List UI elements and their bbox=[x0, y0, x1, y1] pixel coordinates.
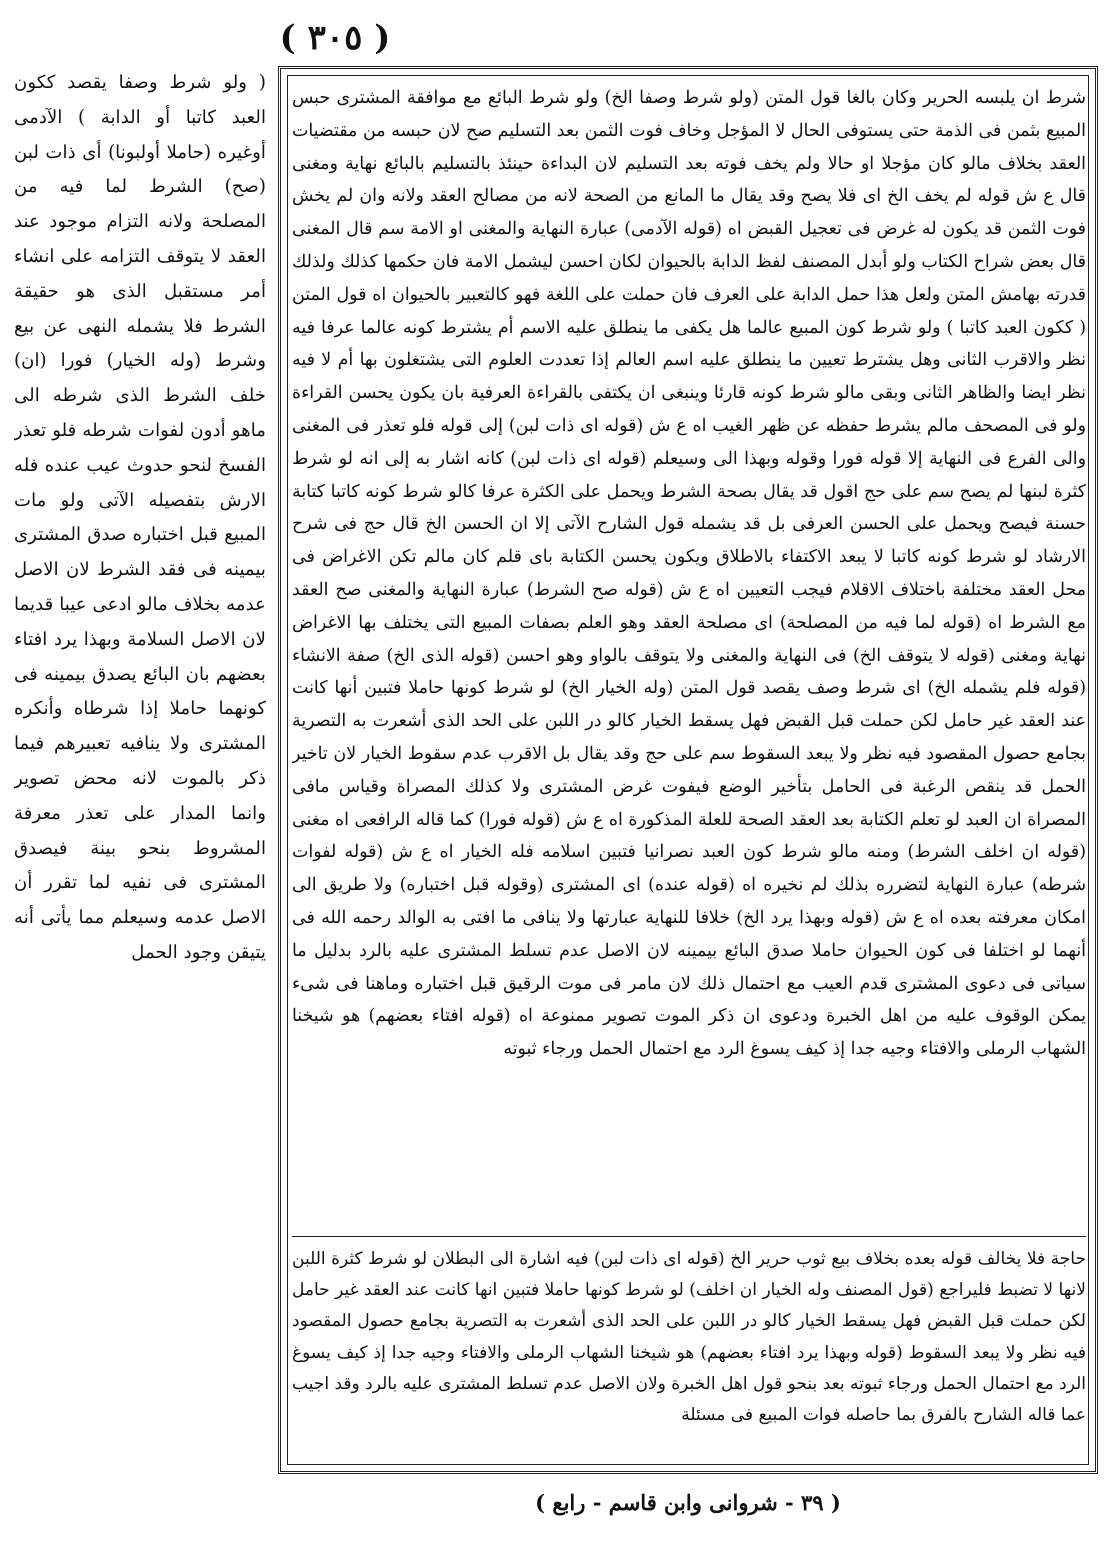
footnote-divider bbox=[292, 1236, 1086, 1237]
page-number: ( ٣٠٥ ) bbox=[279, 18, 391, 58]
book-signature-footer: ( ٣٩ - شروانى وابن قاسم - رابع ) bbox=[535, 1490, 841, 1515]
footnote-paragraph: حاجة فلا يخالف قوله بعده بخلاف بيع ثوب حرير الخ (قوله اى ذات لبن) فيه اشارة الى البطلان لو شرط كثرة اللبن لانها لا تضبط فليراجع (قول المصنف وله الخيار ان اخلف) لو شرط كونها حاملا فتبين انها كانت عند العقد غير حامل لكن حملت قبل القبض فهل يسقط الخيار كالو در اللبن على الحد الذى أشعرت به التصرية بجامع حصول المقصود فيه نظر ولا يبعد السقوط (قوله وبهذا يرد افتاء بعضهم) هو شيخنا الشهاب الرملى والافتاء وجيه جدا إذ كيف يسوغ الرد مع احتمال الحمل ورجاء ثبوته بعد بنحو قول اهل الخبرة ولان الاصل عدم تسلط المشترى عليه بالرد وقد اجيب عما قاله الشارح بالفرق بما حاصله فوات المبيع فى مسئلة bbox=[292, 1249, 1086, 1426]
footnote-section bbox=[292, 1244, 1086, 1466]
commentary-paragraph: شرط ان يلبسه الحرير وكان بالغا قول المتن (ولو شرط وصفا الخ) ولو شرط البائع مع موافقة المشترى حبس المبيع بثمن فى الذمة حتى يستوفى الحال لا المؤجل وخاف فوت الثمن بعد التسليم صح لان حبسه من مقتضيات العقد بخلاف مالو كان مؤجلا او حالا ولم يخف فوته بعد التسليم لان البداءة حينئذ بالتسليم بالبائع نهاية ومغنى قال ع ش قوله لم يخف الخ اى فلا يصح وقد يقال ما المانع من الصحة لانه من مصالح العقد ولانه وان لم يخش فوت الثمن قد يكون له غرض فى تعجيل القبض اه (قوله الآدمى) عبارة النهاية والمغنى او الامة سم قال المغنى قال بعض شراح الكتاب ولو أبدل المصنف لفظ الدابة بالحيوان لكان احسن ليشمل الامة فان حكمها كذلك ولذلك قدرته بهامش المتن ولعل هذا حمل الدابة على العرف فان حملت على اللغة فهو كالتعبير بالحيوان اه قول المتن ( ككون العبد كاتبا ) ولو شرط كون المبيع عالما هل يكفى ما ينطلق عليه الاسم أم يشترط كونه عالما عرفا فيه نظر والاقرب الثانى وهل يشترط تعيين ما ينطلق عليه اسم العالم إذا تعددت العلوم التى يشتغلون بها أم لا فيه نظر ايضا والظاهر الثانى وبقى مالو شرط كونه قارئا وينبغى ان يكتفى بالقراءة العرفية بان يكون يحسن القراءة ولو فى المصحف مالم يشرط حفظه عن ظهر الغيب اه ع ش (قوله اى ذات لبن) إلى قوله فلو تعذر فى المغنى والى الفرع فى النهاية إلا قوله فورا وقوله وبهذا الى وسيعلم (قوله اى ذات لبن) كانه اشار به إلى انه لو شرط كثرة لبنها لم يصح سم على حج اقول قد يقال بصحة الشرط ويحمل على الكثرة عرفا كالو شرط كونه كاتبا كتابة حسنة فيصح ويحمل على الحسن العرفى بل قد يشمله قول الشارح الآتى إلا ان الحسن الخ قال حج فى شرح الارشاد لو شرط كونه كاتبا لا يبعد الاكتفاء بالاطلاق ويكون يحسن الكتابة باى قلم كان مالم تكن الاغراض فى محل العقد مختلفة باختلاف الاقلام فيجب التعيين اه ع ش (قوله صح الشرط) عبارة النهاية والمغنى صح العقد مع الشرط اه (قوله لما فيه من المصلحة) اى مصلحة العقد وهو العلم بصفات المبيع التى يختلف بها الاغراض نهاية ومغنى (قوله لا يتوقف الخ) فى النهاية والمغنى ولا يتوقف بالواو وهو احسن (قوله الذى الخ) صفة الانشاء (قوله فلم يشمله الخ) اى شرط وصف يقصد قول المتن (وله الخيار الخ) لو شرط كونها حاملا فتبين أنها كانت عند العقد غير حامل لكن حملت قبل القبض فهل يسقط الخيار كالو در اللبن على الحد الذى أشعرت به التصرية بجامع حصول المقصود فيه نظر ولا يبعد السقوط سم على حج وقد يقال بل الاقرب عدم سقوط الخيار لان تاخير الحمل قد ينقص الرغبة فى الحامل بتأخير الوضع فيفوت غرض المشترى ولا كذلك المصراة وقياس مافى المصراة ان العبد لو تعلم الكتابة بعد العقد الصحة للعلة المذكورة اه ع ش (قوله فورا) كما قاله الرافعى اه مغنى (قوله ان اخلف الشرط) ومنه مالو شرط كون العبد نصرانيا فتبين اسلامه فله الخيار اه ع ش (قوله لفوات شرطه) عبارة النهاية لتضرره بذلك لم نخيره اه (قوله عنده) اى المشترى (وقوله قبل اختباره) ولا طريق الى امكان معرفته بعده اه ع ش (قوله وبهذا يرد الخ) خلافا للنهاية عبارتها ولا ينافى ما افتى به الوالد رحمه الله فى أنهما لو اختلفا فى كون الحيوان حاملا صدق البائع بيمينه لان الاصل عدم تسلط المشترى عليه بالرد بدليل ما سياتى فى دعوى المشترى قدم العيب مع احتمال ذلك لان مامر فى موت الرقيق قبل اختباره وماهنا فى شىء يمكن الوقوف عليه من اهل الخبرة ودعوى ان ذكر الموت تصوير ممنوعة اه (قوله افتاء بعضهم) هو شيخنا الشهاب الرملى والافتاء وجيه جدا إذ كيف يسوغ الرد مع احتمال الحمل ورجاء ثبوته bbox=[292, 88, 1086, 1060]
margin-text-column bbox=[14, 66, 266, 1486]
commentary-main-text bbox=[292, 82, 1086, 1232]
margin-text: ( ولو شرط وصفا يقصد ككون العبد كاتبا أو الدابة ) الآدمى أوغيره (حاملا أولبونا) أى ذات لبن (صح) الشرط لما فيه من المصلحة ولانه التزام موجود عند العقد لا يتوقف التزامه على انشاء أمر مستقبل الذى هو حقيقة الشرط فلا يشمله النهى عن بيع وشرط (وله الخيار) فورا (ان) خلف الشرط الذى شرطه الى ماهو أدون لفوات شرطه فلو تعذر الفسخ لنحو حدوث عيب عنده فله الارش بتفصيله الآتى ولو مات المبيع قبل اختباره صدق المشترى بيمينه فى فقد الشرط لان الاصل عدمه بخلاف مالو ادعى عيبا قديما لان الاصل السلامة وبهذا يرد افتاء بعضهم بان البائع يصدق بيمينه فى كونهما حاملا إذا شرطاه وأنكره المشترى ولا ينافيه تعبيرهم فيما ذكر بالموت لانه محض تصوير وانما المدار على تعذر معرفة المشروط بنحو بينة فيصدق المشترى فى نفيه لما تقرر أن الاصل عدمه وسيعلم مما يأتى أنه يتيقن وجود الحمل bbox=[14, 72, 266, 963]
